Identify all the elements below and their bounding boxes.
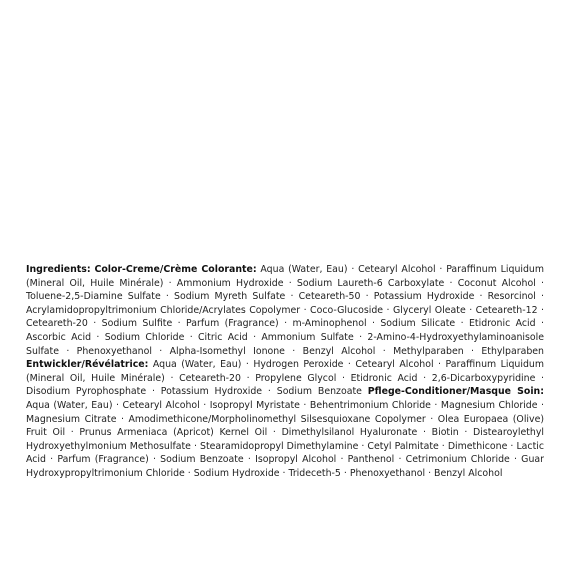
color-creme-title: Color-Creme/Crème Colorante: (94, 264, 257, 275)
color-creme-ingredients: Aqua (Water, Eau) · Cetearyl Alcohol · Paraffinum Liquidum (Mineral Oil, Huile Minérale) · Ammonium Hydroxide · Sodium Laureth-6 Carboxylate · Coconut Alcohol · Toluene-2,5-Diamine Sulfate · Sodium Myreth Sulfate · Ceteareth-50 · Potassium Hydroxide · Resorcinol · Acrylamidopropyltrimonium Chloride/Acrylates Copolymer · Coco-Glucoside · Glyceryl Oleate · Ceteareth-12 · Ceteareth-20 · Sodium Sulfite · Parfum (Fragrance) · m-Aminophenol · Sodium Silicate · Etidronic Acid · Ascorbic Acid · Sodium Chloride · Citric Acid · Ammonium Sulfate · 2-Amino-4-Hydroxyethylaminoanisole Sulfate · Phenoxyethanol · Alpha-Isomethyl Ionone · Benzyl Alcohol · Methylparaben · Ethylparaben (26, 264, 545, 357)
conditioner-ingredients: Aqua (Water, Eau) · Cetearyl Alcohol · Isopropyl Myristate · Behentrimonium Chloride · Magnesium Chloride · Magnesium Citrate · Amodimethicone/Morpholinomethyl Silsesquioxane Copolymer · Olea Europaea (Olive) Fruit Oil · Prunus Armeniaca (Apricot) Kernel Oil · Dimethylsilanol Hyaluronate · Biotin · Distearoylethyl Hydroxyethylmonium Methosulfate · Stearamidopropyl Dimethylamine · Cetyl Palmitate · Dimethicone · Lactic Acid · Parfum (Fragrance) · Sodium Benzoate · Isopropyl Alcohol · Panthenol · Cetrimonium Chloride · Guar Hydroxypropyltrimonium Chloride · Sodium Hydroxide · Trideceth-5 · Phenoxyethanol · Benzyl Alcohol (26, 399, 544, 479)
ingredients-heading: Ingredients: (26, 264, 91, 275)
developer-title: Entwickler/Révélatrice: (26, 359, 149, 371)
conditioner-title: Pflege-Conditioner/Masque Soin: (367, 386, 544, 398)
ingredients-list (26, 263, 544, 481)
developer-ingredients: Aqua (Water, Eau) · Hydrogen Peroxide · Cetearyl Alcohol · Paraffinum Liquidum (Mineral Oil, Huile Minérale) · Ceteareth-20 · Propylene Glycol · Etidronic Acid · 2,6-Dicarboxypyridine · Disodium Pyrophosphate · Potassium Hydroxide · Sodium Benzoate (26, 359, 544, 398)
